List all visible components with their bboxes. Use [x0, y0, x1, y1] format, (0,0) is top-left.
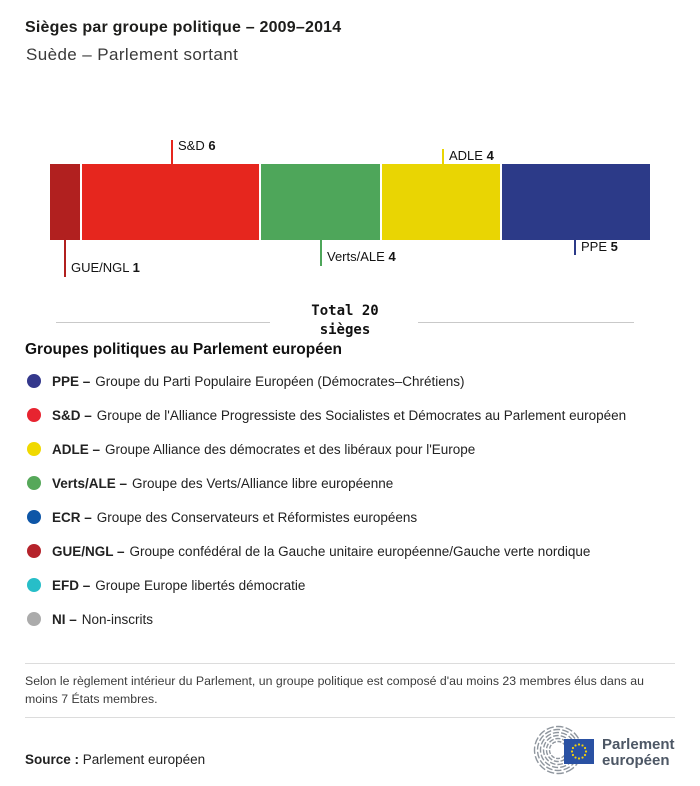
- legend-desc: Groupe des Conservateurs et Réformistes européens: [96, 509, 418, 525]
- bar-segment-gue-ngl: [50, 164, 80, 240]
- callout-verts-ale-name: Verts/ALE: [327, 249, 385, 264]
- legend-dot-ni: [27, 612, 41, 626]
- logo-text-line2: européen: [602, 752, 670, 769]
- source-line: [25, 752, 205, 767]
- legend-label: Verts/ALE –: [52, 475, 128, 491]
- total-line2: sièges: [319, 322, 371, 338]
- legend-desc: Groupe Europe libertés démocratie: [95, 577, 306, 593]
- legend-row-ppe: [25, 364, 685, 398]
- callout-line-adle: [442, 149, 444, 164]
- callout-gue-ngl-name: GUE/NGL: [71, 260, 130, 275]
- legend-desc: Groupe de l'Alliance Progressiste des Socialistes et Démocrates au Parlement européen: [96, 407, 627, 423]
- page-title: Sièges par groupe politique – 2009–2014: [25, 19, 342, 36]
- legend-list: [25, 364, 685, 636]
- legend-dot-verts-ale: [27, 476, 41, 490]
- legend-row-gue-ngl: [25, 534, 685, 568]
- legend-dot-ecr: [27, 510, 41, 524]
- legend-heading: Groupes politiques au Parlement européen: [25, 341, 342, 358]
- legend-desc: Groupe des Verts/Alliance libre européenne: [132, 475, 394, 491]
- logo-text-line1: Parlement: [602, 736, 675, 753]
- legend-label: NI –: [52, 611, 77, 627]
- eu-flag-icon: [564, 739, 594, 764]
- european-parliament-logo: [530, 725, 680, 775]
- callout-label-adle: [449, 148, 494, 163]
- callout-ppe-seats: 5: [610, 239, 618, 254]
- source-value: Parlement européen: [82, 752, 206, 767]
- bar-segment-ppe: [500, 164, 650, 240]
- callout-label-gue-ngl: [71, 260, 140, 275]
- callout-line-sd: [171, 140, 173, 164]
- page-subtitle: Suède – Parlement sortant: [26, 45, 239, 64]
- legend-row-ni: [25, 602, 685, 636]
- bar-segment-sd: [80, 164, 260, 240]
- callout-line-gue-ngl: [64, 240, 66, 277]
- total-rule-left: [56, 322, 270, 323]
- total-seats-label: [275, 302, 415, 340]
- legend-desc: Groupe confédéral de la Gauche unitaire européenne/Gauche verte nordique: [129, 543, 591, 559]
- source-label: Source :: [25, 752, 80, 767]
- legend-label: ADLE –: [52, 441, 101, 457]
- legend-desc: Groupe Alliance des démocrates et des libéraux pour l'Europe: [105, 441, 476, 457]
- total-rule-right: [418, 322, 634, 323]
- legend-row-efd: [25, 568, 685, 602]
- callout-label-sd: [178, 138, 216, 153]
- divider: [25, 663, 675, 664]
- total-line1: Total 20: [311, 303, 379, 319]
- bar-segment-verts-ale: [259, 164, 379, 240]
- legend-dot-gue-ngl: [27, 544, 41, 558]
- seats-stacked-bar: [50, 164, 650, 240]
- legend-row-verts-ale: [25, 466, 685, 500]
- divider: [25, 717, 675, 718]
- legend-label: S&D –: [52, 407, 92, 423]
- legend-row-adle: [25, 432, 685, 466]
- callout-gue-ngl-seats: 1: [132, 260, 140, 275]
- callout-label-ppe: [581, 239, 618, 254]
- callout-sd-seats: 6: [208, 138, 216, 153]
- legend-desc: Non-inscrits: [81, 611, 154, 627]
- callout-line-verts-ale: [320, 240, 322, 266]
- footnote-text: Selon le règlement intérieur du Parlement, un groupe politique est composé d'au moins 23 membres élus dans au moins 7 États membres.: [25, 674, 644, 706]
- legend-dot-ppe: [27, 374, 41, 388]
- legend-label: EFD –: [52, 577, 91, 593]
- legend-row-ecr: [25, 500, 685, 534]
- callout-sd-name: S&D: [178, 138, 205, 153]
- callout-adle-seats: 4: [486, 148, 494, 163]
- legend-label: ECR –: [52, 509, 92, 525]
- callout-adle-name: ADLE: [449, 148, 483, 163]
- legend-dot-efd: [27, 578, 41, 592]
- callout-verts-ale-seats: 4: [388, 249, 396, 264]
- legend-dot-sd: [27, 408, 41, 422]
- legend-label: PPE –: [52, 373, 91, 389]
- legend-desc: Groupe du Parti Populaire Européen (Démocrates–Chrétiens): [95, 373, 465, 389]
- legend-row-sd: [25, 398, 685, 432]
- callout-line-ppe: [574, 240, 576, 255]
- legend-label: GUE/NGL –: [52, 543, 125, 559]
- callout-label-verts-ale: [327, 249, 396, 264]
- callout-ppe-name: PPE: [581, 239, 608, 254]
- legend-dot-adle: [27, 442, 41, 456]
- bar-segment-adle: [380, 164, 500, 240]
